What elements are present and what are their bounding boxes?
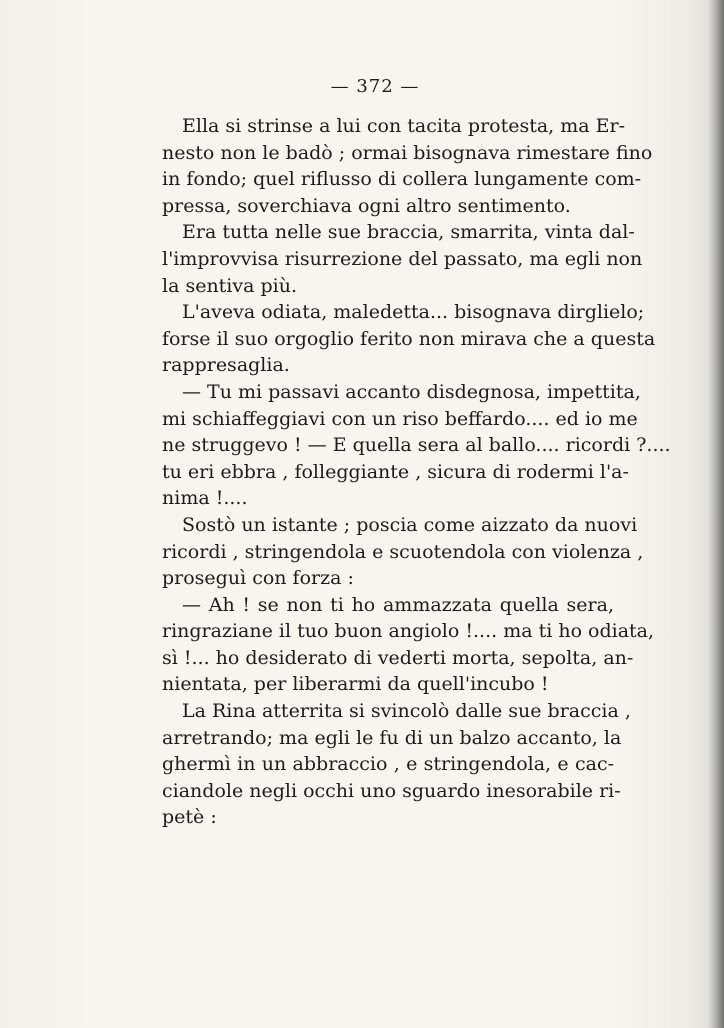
text-line: ne struggevo ! — E quella sera al ballo.... ricordi ?....: [162, 434, 671, 457]
text-line: nima !....: [162, 487, 248, 510]
text-line: nientata, per liberarmi da quell'incubo !: [162, 673, 549, 696]
text-line: Era tutta nelle sue braccia, smarrita, vinta dal-: [182, 221, 635, 244]
text-line: — Ah ! se non ti ho ammazzata quella sera,: [182, 593, 614, 616]
text-line: ringraziane il tuo buon angiolo !.... ma ti ho odiata,: [162, 620, 655, 643]
text-line: rappresaglia.: [162, 354, 290, 377]
text-line: arretrando; ma egli le fu di un balzo accanto, la: [162, 726, 622, 749]
text-line: petè :: [162, 806, 217, 829]
text-line: nesto non le badò ; ormai bisognava rimestare fino: [162, 141, 653, 164]
page-number: — 372 —: [330, 76, 420, 97]
text-line: tu eri ebbra , folleggiante , sicura di rodermi l'a-: [162, 460, 629, 483]
body-text: [162, 113, 671, 831]
text-line: forse il suo orgoglio ferito non mirava che a questa: [162, 327, 656, 350]
text-line: Sostò un istante ; poscia come aizzato da nuovi: [182, 513, 638, 536]
text-line: proseguì con forza :: [162, 567, 354, 590]
text-line: — Tu mi passavi accanto disdegnosa, impettita,: [182, 380, 641, 403]
text-line: la sentiva più.: [162, 274, 298, 297]
text-line: l'improvvisa risurrezione del passato, ma egli non: [162, 247, 643, 270]
text-line: ghermì in un abbraccio , e stringendola, e cac-: [162, 753, 614, 776]
text-line: in fondo; quel riflusso di collera lungamente com-: [162, 168, 642, 191]
page-binding-shadow: [708, 0, 724, 1028]
text-line: Ella si strinse a lui con tacita protesta, ma Er-: [182, 115, 626, 137]
text-line: La Rina atterrita si svincolò dalle sue braccia ,: [182, 700, 631, 723]
text-line: L'aveva odiata, maledetta... bisognava dirglielo;: [182, 301, 645, 324]
text-line: ciandole negli occhi uno sguardo inesorabile ri-: [162, 779, 621, 802]
text-line: sì !... ho desiderato di vederti morta, sepolta, an-: [162, 646, 634, 669]
text-line: ricordi , stringendola e scuotendola con violenza ,: [162, 540, 644, 563]
text-line: pressa, soverchiava ogni altro sentimento.: [162, 194, 571, 217]
text-line: mi schiaffeggiavi con un riso beffardo.... ed io me: [162, 407, 638, 430]
